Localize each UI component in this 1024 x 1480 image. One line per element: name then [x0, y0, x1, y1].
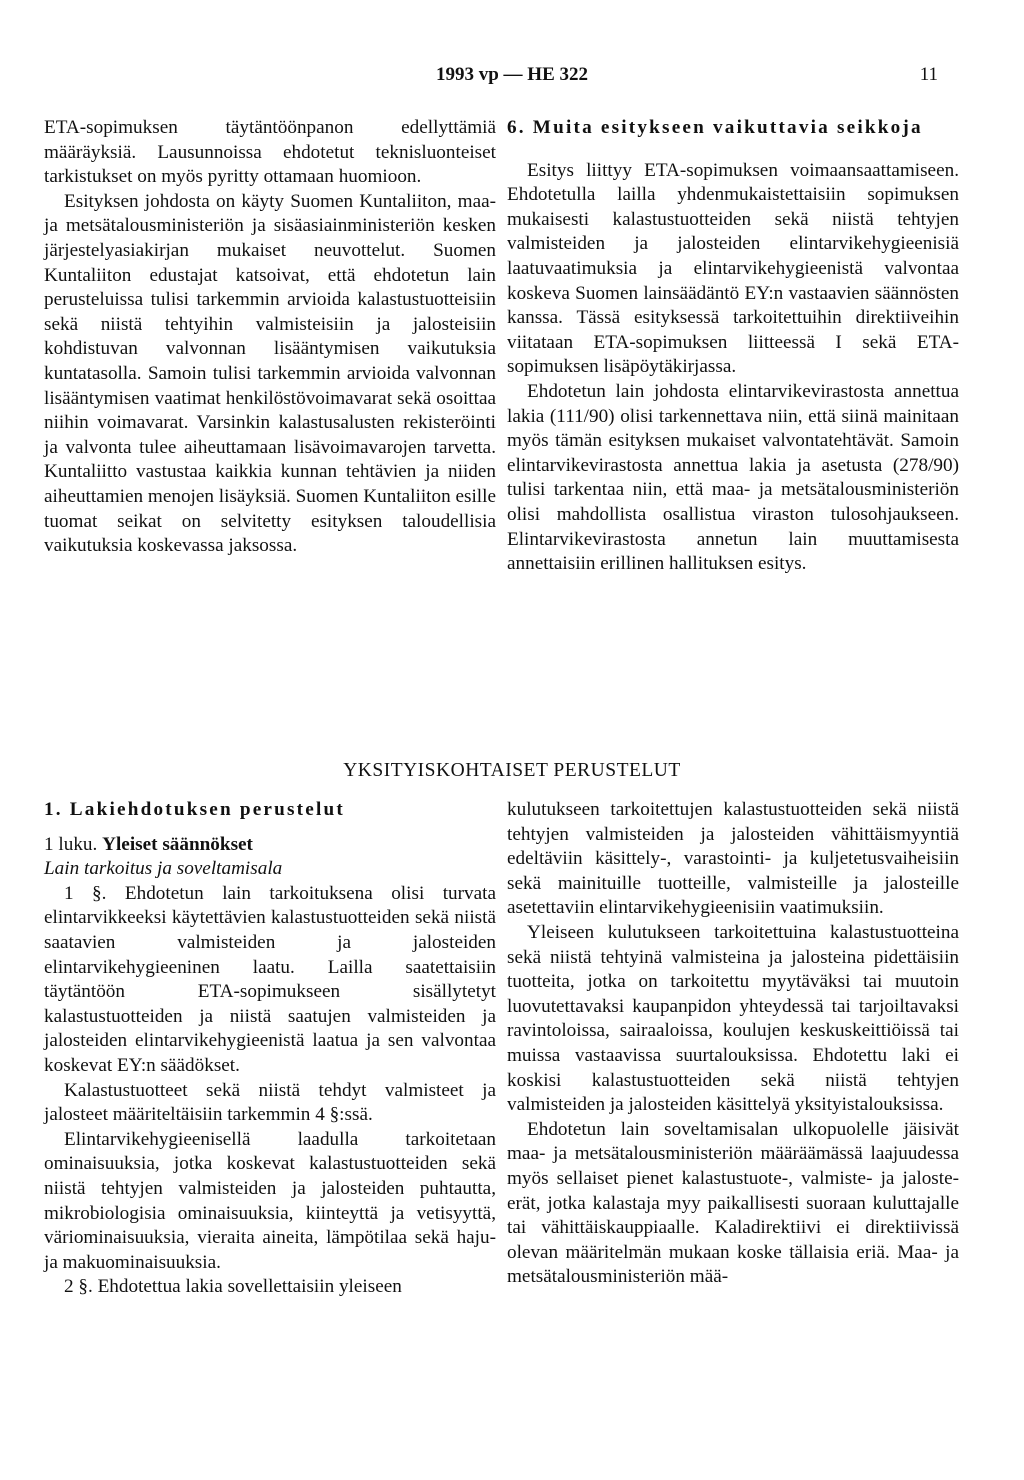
section-heading: 6. Muita esitykseen vaikuttavia seikkoja [507, 117, 923, 138]
paragraph: Esitys liittyy ETA-sopimuksen voimaansaattamiseen. Ehdotetulla lailla yhdenmukaistettaisiin sopimuksen mukaisesti kalastustuotteiden sekä niistä tehtyjen valmisteiden ja jalosteiden elintarvikehygieenisiä laatuvaatimuksia ja elintarvikehygieenistä valvontaa koskeva Suomen lainsäädäntö EY:n vastaavien säännösten kanssa. Tässä esityksessä tarkoitettuihin direktiiveihin viitataan ETA-sopimuksen liitteessä I sekä ETA-sopimuksen lisäpöytäkirjassa. [507, 159, 959, 378]
paragraph: Ehdotetun lain johdosta elintarvikevirastosta annettua lakia (111/90) olisi tarkennettava niin, että siinä mainitaan myös tämän esityksen mukaiset valvontatehtävät. Samoin elintarvikevirastosta annettua lakia ja asetusta (278/90) tulisi tarkentaa niin, että maa- ja metsätalousministeriön olisi mahdollista osallistua viraston tulosohjaukseen. Elintarvikevirastosta annetun lain muuttamisesta annettaisiin erillinen hallituksen esitys. [507, 380, 959, 575]
paragraph: 2 §. Ehdotettua lakia sovellettaisiin yleiseen [64, 1276, 402, 1298]
right-column-bottom [507, 798, 959, 1290]
paragraph: Yleiseen kulutukseen tarkoitettuina kalastustuotteina sekä niistä tehtyinä valmisteina ja jalosteina pidettäisiin tuotteita, jotka on tarkoitettu myytäväksi tai muutoin luovutettavaksi kaupanpidon yhteydessä tai tarjoiltavaksi ravintoloissa, sairaaloissa, koulujen keskuskeittiöissä tai muissa vastaavissa suurtalouksissa. Ehdotettu laki ei koskisi kalastustuotteiden sekä niistä tehtyjen valmisteiden ja jalosteiden käsittelyä yksityistalouksissa. [507, 921, 959, 1116]
paragraph: Elintarvikehygieenisellä laadulla tarkoitetaan ominaisuuksia, jotka koskevat kalastustuotteiden sekä niistä tehtyjen valmisteiden ja jalosteiden puhtautta, mikrobiologisia ominaisuuksia, kiinteyttä ja vetisyyttä, väriominaisuuksia, vieraita aineita, lämpötilaa sekä haju- ja makuominaisuuksia. [44, 1128, 496, 1273]
paragraph: Esityksen johdosta on käyty Suomen Kuntaliiton, maa- ja metsätalousministeriön ja sisäasiainministeriön kesken järjestelyasiakirjan mukaiset neuvottelut. Suomen Kuntaliiton edustajat katsoivat, että ehdotetun lain perusteluissa tulisi tarkemmin arvioida kalastustuotteisiin sekä niistä tehtyihin valmisteisiin ja jalosteisiin kohdistuvan valvonnan lisääntymisen vaikutuksia kuntatasolla. Samoin tulisi tarkemmin arvioida valvonnan lisääntymisen vaatimat henkilöstövoimavarat sekä osoittaa niihin voimavarat. Varsinkin kalastusalusten rekisteröinti ja valvonta tulee aiheuttamaan lisävoimavarojen tarvetta. Kuntaliitto vastustaa kaikkia kunnan tehtävien ja niiden aiheuttamien menojen lisäyksiä. Suomen Kuntaliiton esille tuomat seikat on selvitetty esityksen taloudellisia vaikutuksia koskevassa jaksossa. [44, 190, 496, 557]
paragraph: ETA-sopimuksen täytäntöönpanon edellyttämiä määräyksiä. Lausunnoissa ehdotetut teknisluonteiset tarkistukset on myös pyritty ottamaan huomioon. [44, 117, 496, 188]
left-column-top [44, 116, 496, 559]
section-heading: 1. Lakiehdotuksen perustelut [44, 799, 345, 820]
chapter-title: Yleiset säännökset [102, 833, 253, 855]
page-number: 11 [919, 64, 938, 85]
page-header [0, 64, 1024, 88]
chapter-heading [44, 833, 496, 858]
document-title: 1993 vp — HE 322 [435, 64, 589, 85]
paragraph: 1 §. Ehdotetun lain tarkoituksena olisi turvata elintarvikkeeksi käytettävien kalastustuotteiden sekä niistä saatavien valmisteiden ja jalosteiden elintarvikehygieeninen laatu. Lailla saatettaisiin täytäntöön ETA-sopimukseen sisällytetyt kalastustuotteiden ja niistä saatujen valmisteiden ja jalosteiden elintarvikehygieenistä laatua ja sen valvontaa koskevat EY:n säädökset. [44, 882, 496, 1076]
right-column-top [507, 116, 959, 577]
paragraph: Kalastustuotteet sekä niistä tehdyt valmisteet ja jalosteet määriteltäisiin tarkemmin 4 §:ssä. [44, 1079, 496, 1126]
paragraph: Ehdotetun lain soveltamisalan ulkopuolelle jäisivät maa- ja metsätalousministeriön määräämässä laajuudessa myös sellaiset pienet kalastustuote-, valmiste- ja jaloste-erät, jotka kalastaja myy paikallisesti suoraan kuluttajalle tai vähittäiskauppiaalle. Kaladirektiivi ei direktiivissä olevan määritelmän mukaan koske tällaisia eriä. Maa- ja metsätalousministeriön mää- [507, 1118, 959, 1288]
left-column-bottom [44, 798, 496, 1300]
chapter-number: 1 luku. [44, 833, 98, 855]
paragraph: kulutukseen tarkoitettujen kalastustuotteiden sekä niistä tehtyjen valmisteiden ja jalosteiden vähittäismyyntiä edeltäviin käsittely-, varastointi- ja kuljetetusvaiheisiin sekä mainituille tuotteille, valmisteille ja jalosteille asetettaviin elintarvikehygieenisiin vaatimuksiin. [507, 799, 959, 919]
subsection-title: Lain tarkoitus ja soveltamisala [44, 858, 283, 880]
main-heading: YKSITYISKOHTAISET PERUSTELUT [343, 760, 681, 781]
